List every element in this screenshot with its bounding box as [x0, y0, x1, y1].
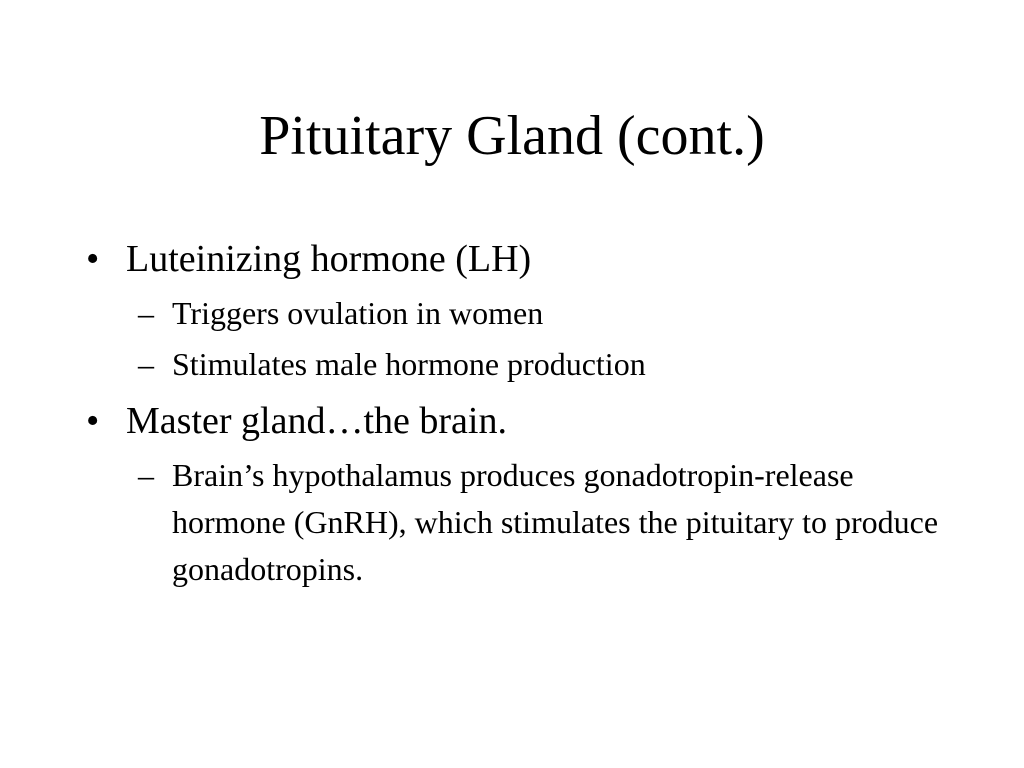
bullet-item	[86, 232, 946, 286]
slide-title: Pituitary Gland (cont.)	[259, 105, 765, 167]
bullet-group-2	[86, 394, 946, 593]
sub-bullet-mark: –	[138, 346, 154, 382]
sub-bullet-mark: –	[138, 295, 154, 331]
sub-bullet-item	[86, 341, 946, 388]
sub-bullet-list	[86, 290, 946, 388]
sub-bullet-list	[86, 452, 946, 593]
sub-bullet-item	[86, 452, 946, 593]
bullet-text: Master gland…the brain.	[126, 400, 507, 442]
sub-bullet-text: Brain’s hypothalamus produces gonadotropin-release hormone (GnRH), which stimulates the pituitary to produce gonadotropins.	[172, 457, 939, 587]
sub-bullet-text: Triggers ovulation in women	[172, 295, 544, 331]
bullet-item	[86, 394, 946, 448]
bullet-mark: •	[86, 400, 100, 442]
bullet-group-1	[86, 232, 946, 388]
sub-bullet-text: Stimulates male hormone production	[172, 346, 646, 382]
bullet-list	[86, 232, 946, 599]
bullet-mark: •	[86, 238, 100, 280]
sub-bullet-mark: –	[138, 457, 154, 493]
sub-bullet-item	[86, 290, 946, 337]
bullet-text: Luteinizing hormone (LH)	[126, 238, 532, 280]
